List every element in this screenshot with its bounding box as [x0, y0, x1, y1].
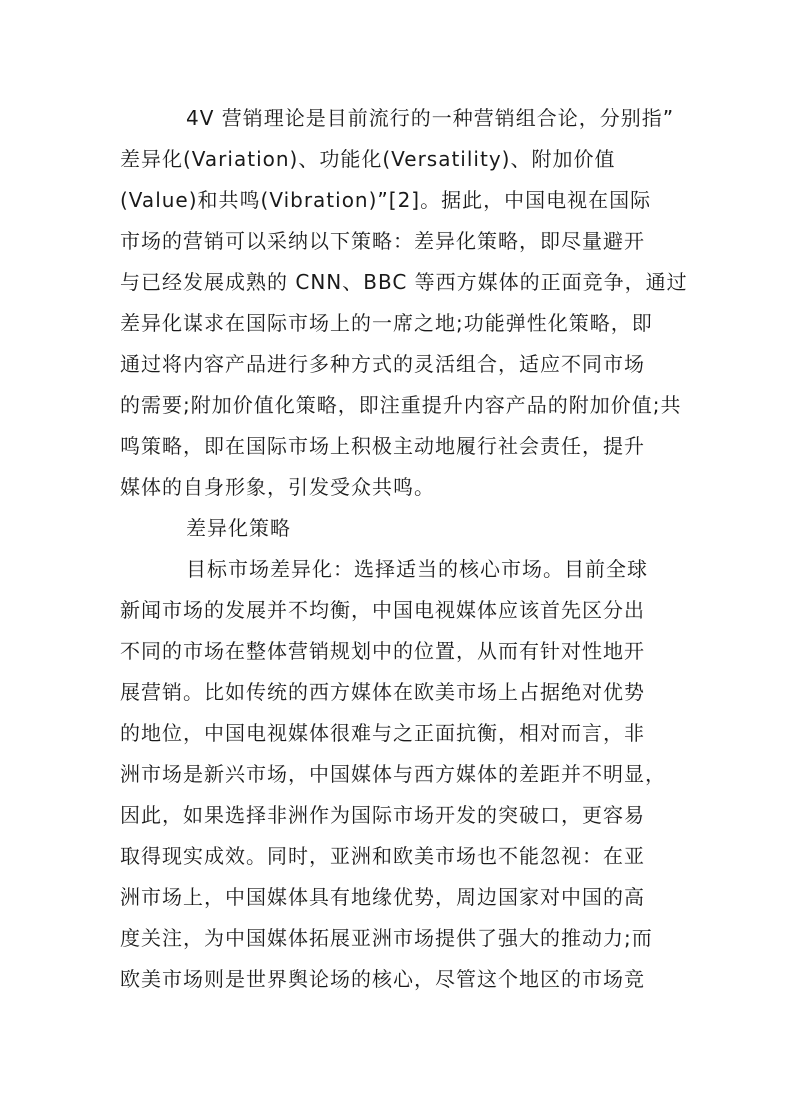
- paragraph-line: 媒体的自身形象，引发受众共鸣。: [120, 475, 435, 499]
- paragraph-line: 洲市场是新兴市场，中国媒体与西方媒体的差距并不明显，: [120, 762, 666, 786]
- paragraph-line: 的需要;附加价值化策略，即注重提升内容产品的附加价值;共: [120, 393, 682, 417]
- paragraph-line: 鸣策略，即在国际市场上积极主动地履行社会责任，提升: [120, 434, 645, 458]
- paragraph-line: 差异化谋求在国际市场上的一席之地;功能弹性化策略，即: [120, 311, 653, 335]
- paragraph-line: (Value)和共鸣(Vibration)”[2]。据此，中国电视在国际: [120, 188, 652, 212]
- paragraph-line: 因此，如果选择非洲作为国际市场开发的突破口，更容易: [120, 803, 645, 827]
- paragraph-line: 市场的营销可以采纳以下策略：差异化策略，即尽量避开: [120, 229, 645, 253]
- paragraph-line: 洲市场上，中国媒体具有地缘优势，周边国家对中国的高: [120, 885, 645, 909]
- paragraph-line: 新闻市场的发展并不均衡，中国电视媒体应该首先区分出: [120, 598, 645, 622]
- section-heading: 差异化策略: [186, 516, 291, 540]
- paragraph-line: 度关注，为中国媒体拓展亚洲市场提供了强大的推动力;而: [120, 926, 653, 950]
- paragraph-line: 欧美市场则是世界舆论场的核心，尽管这个地区的市场竞: [120, 967, 645, 991]
- paragraph-line: 差异化(Variation)、功能化(Versatility)、附加价值: [120, 147, 616, 171]
- paragraph-line: 通过将内容产品进行多种方式的灵活组合，适应不同市场: [120, 352, 645, 376]
- paragraph-line: 不同的市场在整体营销规划中的位置，从而有针对性地开: [120, 639, 645, 663]
- paragraph-line: 的地位，中国电视媒体很难与之正面抗衡，相对而言，非: [120, 721, 645, 745]
- paragraph-line: 与已经发展成熟的 CNN、BBC 等西方媒体的正面竞争，通过: [120, 270, 688, 294]
- paragraph-line: 4V 营销理论是目前流行的一种营销组合论，分别指”: [186, 106, 675, 130]
- paragraph-line: 展营销。比如传统的西方媒体在欧美市场上占据绝对优势: [120, 680, 645, 704]
- paragraph-line: 目标市场差异化：选择适当的核心市场。目前全球: [186, 557, 648, 581]
- paragraph-line: 取得现实成效。同时，亚洲和欧美市场也不能忽视：在亚: [120, 844, 645, 868]
